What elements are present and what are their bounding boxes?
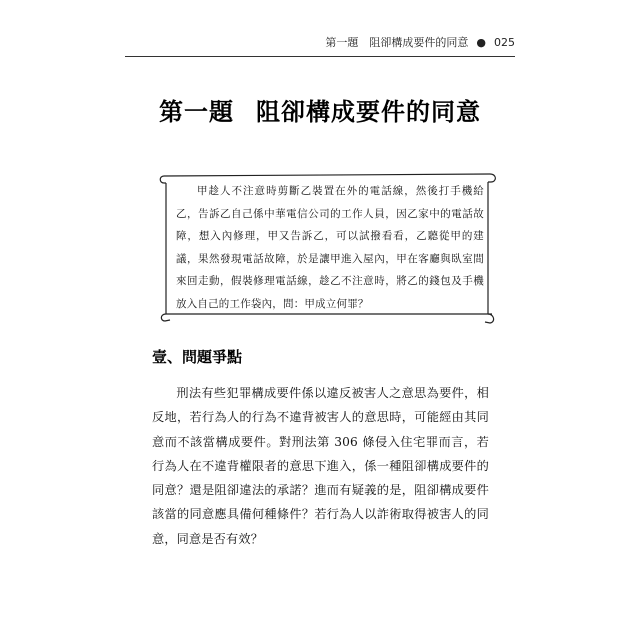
case-text: 甲趁人不注意時剪斷乙裝置在外的電話線，然後打手機給乙，告訴乙自己係中華電信公司的工作人員，因乙家中的電話故障，想入內修理，甲又告訴乙，可以試撥看看，乙聽從甲的建議，果然發現電話故障，於是讓甲進入屋內，甲在客廳與臥室間來回走動，假裝修理電話線，趁乙不注意時，將乙的錢包及手機放入自己的工作袋內，問：甲成立何罪？ bbox=[176, 185, 484, 310]
running-header bbox=[325, 34, 515, 50]
case-scroll-box bbox=[158, 168, 498, 328]
chapter-title bbox=[0, 92, 640, 127]
section-heading: 壹、問題爭點 bbox=[152, 348, 243, 366]
header-rule bbox=[125, 56, 515, 57]
page-number: 025 bbox=[494, 36, 515, 49]
running-title: 第一題 阻卻構成要件的同意 bbox=[325, 36, 469, 49]
chapter-name: 阻卻構成要件的同意 bbox=[256, 98, 481, 126]
separator-dot: ● bbox=[476, 36, 486, 49]
chapter-number: 第一題 bbox=[159, 98, 234, 126]
body-paragraph: 刑法有些犯罪構成要件係以違反被害人之意思為要件，相反地，若行為人的行為不違背被害人的意思時，可能經由其同意而不該當構成要件。對刑法第 306 條侵入住宅罪而言，若行為人在不違背權限者的意思下進入，係一種阻卻構成要件的同意？還是阻卻違法的承諾？進而有疑義的是，阻卻構成要件該當的同意應具備何種條件？若行為人以詐術取得被害人的同意，同意是否有效？ bbox=[152, 386, 489, 546]
